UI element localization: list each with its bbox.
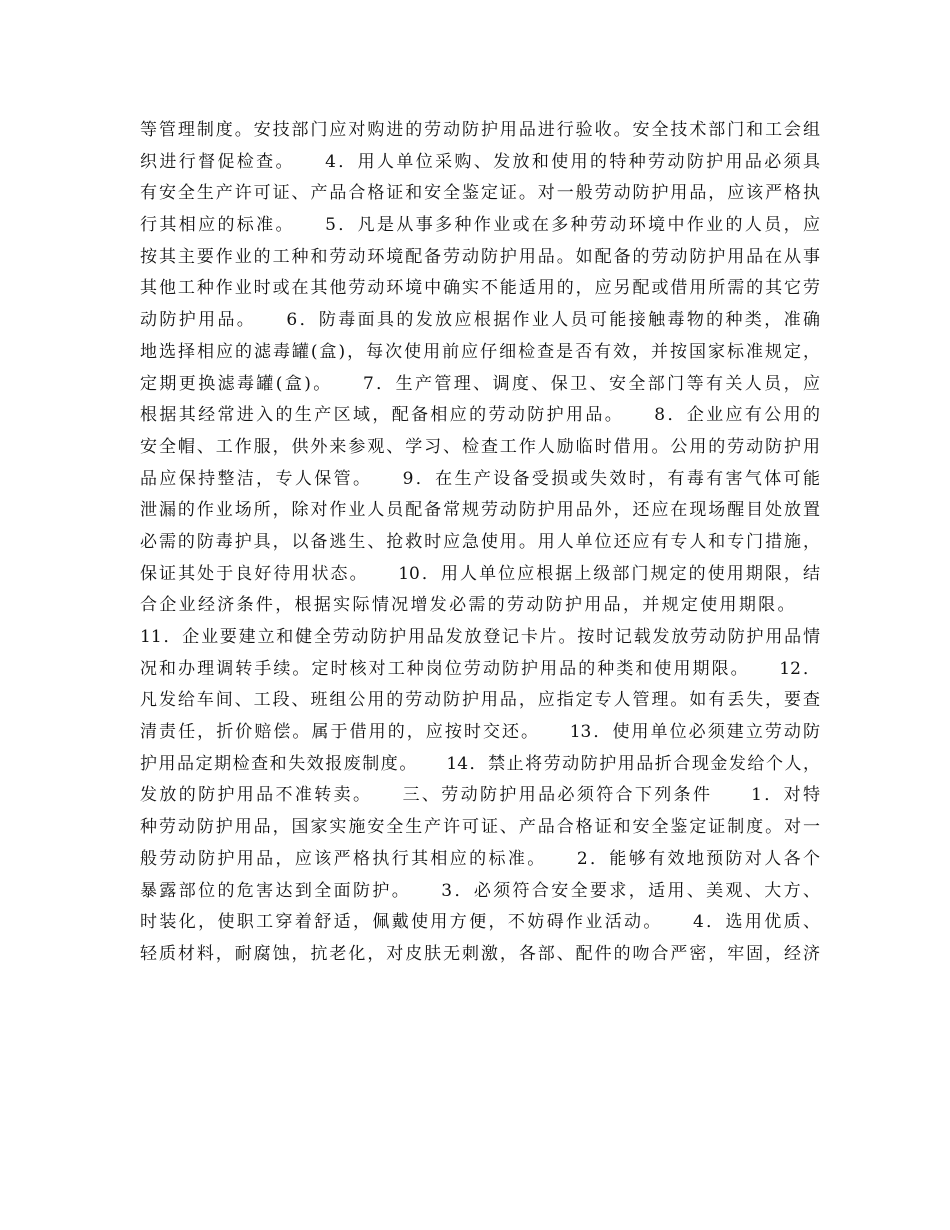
text-line: 按其主要作业的工种和劳动环境配备劳动防护用品。如配备的劳动防护用品在从事 [140, 246, 820, 267]
text-line: 等管理制度。安技部门应对购进的劳动防护用品进行验收。安全技术部门和工会组 [140, 120, 820, 140]
text-line: 护用品定期检查和失效报废制度。 14．禁止将劳动防护用品折合现金发给个人， [140, 753, 820, 774]
text-line: 品应保持整洁，专人保管。 9．在生产设备受损或失效时，有毒有害气体可能 [140, 468, 820, 489]
text-line: 其他工种作业时或在其他劳动环境中确实不能适用的，应另配或借用所需的其它劳 [140, 278, 820, 299]
text-line: 定期更换滤毒罐(盒)。 7．生产管理、调度、保卫、安全部门等有关人员，应 [140, 373, 820, 394]
text-line: 泄漏的作业场所，除对作业人员配备常规劳动防护用品外，还应在现场醒目处放置 [140, 500, 820, 521]
text-line: 11．企业要建立和健全劳动防护用品发放登记卡片。按时记载发放劳动防护用品情 [140, 627, 820, 647]
text-line: 轻质材料，耐腐蚀，抗老化，对皮肤无刺激，各部、配件的吻合严密，牢固，经济 [140, 943, 820, 964]
text-line: 合企业经济条件，根据实际情况增发必需的劳动防护用品，并规定使用期限。 [140, 595, 820, 616]
body-text [140, 115, 820, 971]
text-line: 暴露部位的危害达到全面防护。 3．必须符合安全要求，适用、美观、大方、 [140, 880, 820, 901]
text-line: 种劳动防护用品，国家实施安全生产许可证、产品合格证和安全鉴定证制度。对一 [140, 817, 820, 838]
text-line: 必需的防毒护具，以备逃生、抢救时应急使用。用人单位还应有专人和专门措施， [140, 531, 820, 552]
text-line: 凡发给车间、工段、班组公用的劳动防护用品，应指定专人管理。如有丢失，要查 [140, 690, 820, 711]
text-line: 般劳动防护用品，应该严格执行其相应的标准。 2．能够有效地预防对人各个 [140, 848, 820, 869]
text-line: 发放的防护用品不准转卖。 三、劳动防护用品必须符合下列条件 1．对特 [140, 785, 820, 806]
text-line: 织进行督促检查。 4．用人单位采购、发放和使用的特种劳动防护用品必须具 [140, 151, 820, 172]
text-line: 清责任，折价赔偿。属于借用的，应按时交还。 13．使用单位必须建立劳动防 [140, 722, 820, 743]
text-line: 时装化，使职工穿着舒适，佩戴使用方便，不妨碍作业活动。 4．选用优质、 [140, 912, 820, 933]
text-line: 行其相应的标准。 5．凡是从事多种作业或在多种劳动环境中作业的人员，应 [140, 215, 820, 236]
text-line: 根据其经常进入的生产区域，配备相应的劳动防护用品。 8．企业应有公用的 [140, 405, 820, 426]
text-line: 有安全生产许可证、产品合格证和安全鉴定证。对一般劳动防护用品，应该严格执 [140, 183, 820, 204]
text-line: 地选择相应的滤毒罐(盒)，每次使用前应仔细检查是否有效，并按国家标准规定， [140, 341, 820, 362]
text-line: 况和办理调转手续。定时核对工种岗位劳动防护用品的种类和使用期限。 12． [140, 658, 820, 679]
text-line: 安全帽、工作服，供外来参观、学习、检查工作人励临时借用。公用的劳动防护用 [140, 436, 820, 457]
text-line: 保证其处于良好待用状态。 10．用人单位应根据上级部门规定的使用期限，结 [140, 563, 820, 584]
text-line: 动防护用品。 6．防毒面具的发放应根据作业人员可能接触毒物的种类，准确 [140, 310, 820, 331]
